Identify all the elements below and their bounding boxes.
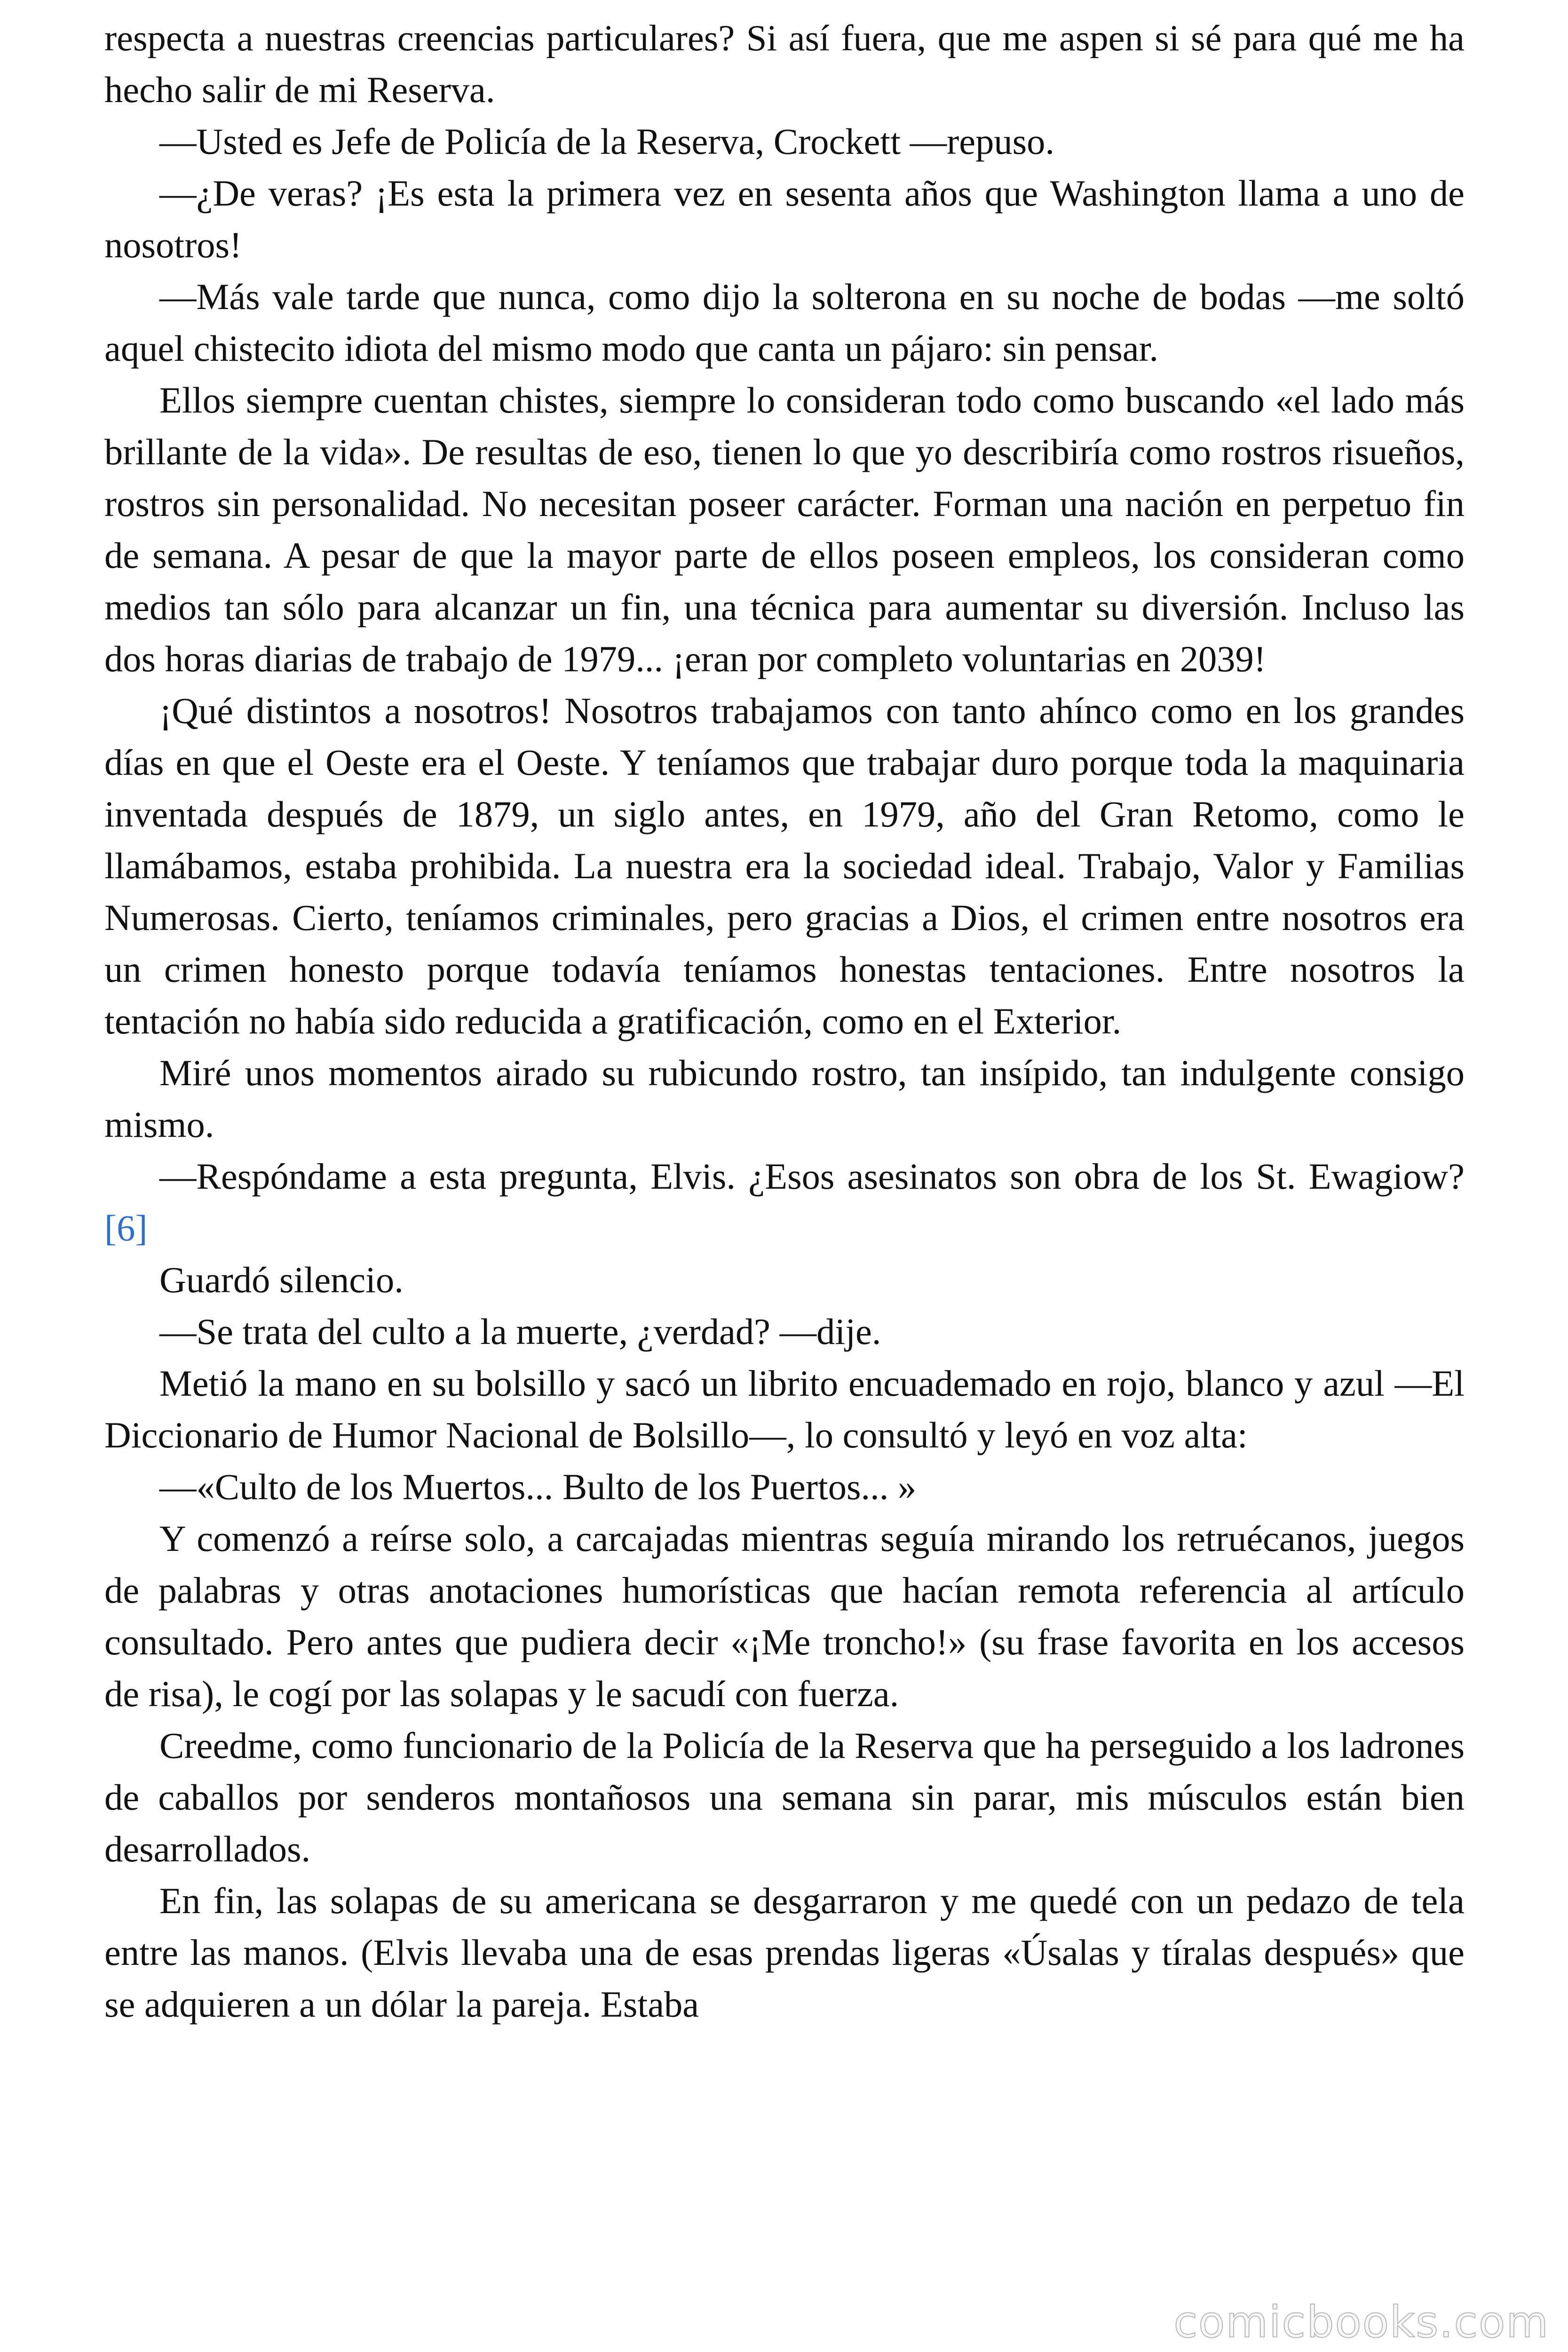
paragraph-dialogue: —«Culto de los Muertos... Bulto de los Puertos... » [159,1466,917,1507]
paragraph-narration: En fin, las solapas de su americana se desgarraron y me quedé con un pedazo de tela entre las manos. (Elvis llevaba una de esas prendas ligeras «Úsalas y tíralas después» que se adquieren a un dólar la pareja. Estaba [104,1880,1465,2025]
paragraph-narration: Metió la mano en su bolsillo y sacó un librito encuademado en rojo, blanco y azul —El Diccionario de Humor Nacional de Bolsillo—, lo consultó y leyó en voz alta: [104,1363,1465,1455]
paragraph-dialogue: —¿De veras? ¡Es esta la primera vez en sesenta años que Washington llama a uno de nosotros! [104,173,1465,265]
paragraph-narration: Miré unos momentos airado su rubicundo rostro, tan insípido, tan indulgente consigo mismo. [104,1052,1465,1145]
paragraph-narration: ¡Qué distintos a nosotros! Nosotros trabajamos con tanto ahínco como en los grandes días en que el Oeste era el Oeste. Y teníamos que trabajar duro porque toda la maquinaria inventada después de 1879, un siglo antes, en 1979, año del Gran Retomo, como le llamábamos, estaba prohibida. La nuestra era la sociedad ideal. Trabajo, Valor y Familias Numerosas. Cierto, teníamos criminales, pero gracias a Dios, el crimen entre nosotros era un crimen honesto porque todavía teníamos honestas tentaciones. Entre nosotros la tentación no había sido reducida a gratificación, como en el Exterior. [104,690,1465,1041]
paragraph-dialogue: —Usted es Jefe de Policía de la Reserva, Crockett —repuso. [159,121,1055,162]
paragraph-dialogue: —Se trata del culto a la muerte, ¿verdad? —dije. [159,1311,881,1352]
paragraph-narration: Creedme, como funcionario de la Policía de la Reserva que ha perseguido a los ladrones de caballos por senderos montañosos una semana sin parar, mis músculos están bien desarrollados. [104,1725,1465,1869]
book-page [104,12,1465,2030]
question-text: —Respóndame a esta pregunta, Elvis. ¿Esos asesinatos son obra de los St. Ewagiow? [159,1156,1465,1197]
paragraph-question [104,1151,1465,1254]
paragraph-narration: Guardó silencio. [159,1259,404,1300]
paragraph-narration: Y comenzó a reírse solo, a carcajadas mientras seguía mirando los retruécanos, juegos de palabras y otras anotaciones humorísticas que hacían remota referencia al artículo consultado. Pero antes que pudiera decir «¡Me troncho!» (su frase favorita en los accesos de risa), le cogí por las solapas y le sacudí con fuerza. [104,1518,1465,1714]
footnote-link[interactable]: [6] [104,1208,148,1248]
paragraph-continuation: respecta a nuestras creencias particulares? Si así fuera, que me aspen si sé para qué me ha hecho salir de mi Reserva. [104,17,1465,110]
watermark: comicbooks.com [1173,2297,1549,2347]
paragraph-narration: Ellos siempre cuentan chistes, siempre lo consideran todo como buscando «el lado más brillante de la vida». De resultas de eso, tienen lo que yo describiría como rostros risueños, rostros sin personalidad. No necesitan poseer carácter. Forman una nación en perpetuo fin de semana. A pesar de que la mayor parte de ellos poseen empleos, los consideran como medios tan sólo para alcanzar un fin, una técnica para aumentar su diversión. Incluso las dos horas diarias de trabajo de 1979... ¡eran por completo voluntarias en 2039! [104,380,1465,679]
paragraph-dialogue: —Más vale tarde que nunca, como dijo la solterona en su noche de bodas —me soltó aquel chistecito idiota del mismo modo que canta un pájaro: sin pensar. [104,276,1465,369]
